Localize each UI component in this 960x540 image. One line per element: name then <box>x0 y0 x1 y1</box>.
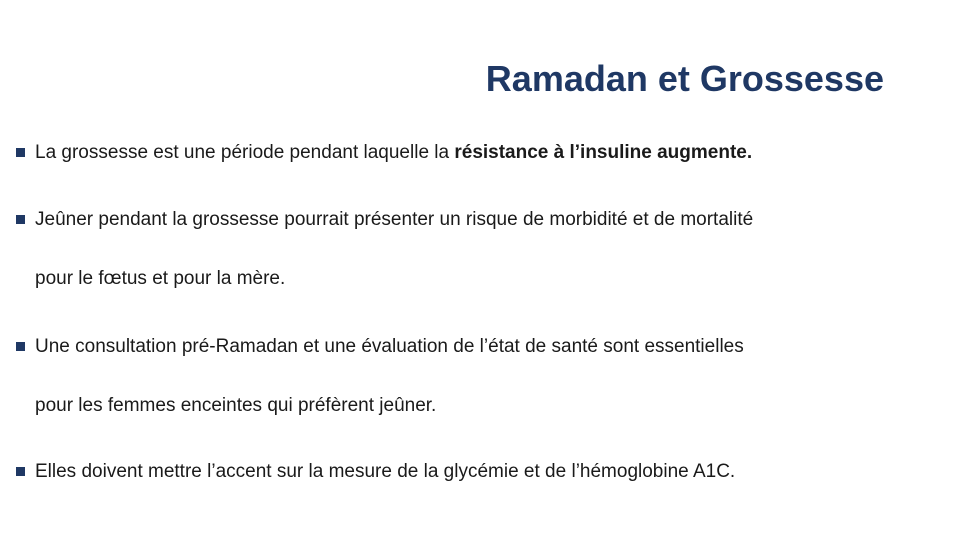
square-bullet-icon <box>16 148 25 157</box>
bullet-item-2 <box>16 210 753 288</box>
square-bullet-icon <box>16 215 25 224</box>
bullet-line-1: Elles doivent mettre l’accent sur la mesure de la glycémie et de l’hémoglobine A1C. <box>35 461 736 482</box>
slide-title: Ramadan et Grossesse <box>485 58 884 99</box>
bullet-text <box>35 143 752 162</box>
bullet-item-3 <box>16 337 744 415</box>
bullet-line-1: Jeûner pendant la grossesse pourrait présenter un risque de morbidité et de mortalité <box>35 209 754 230</box>
square-bullet-icon <box>16 467 25 476</box>
bullet-item-4 <box>16 462 735 481</box>
bullet-text <box>35 337 744 415</box>
bullet-line-1: Une consultation pré-Ramadan et une évaluation de l’état de santé sont essentielles <box>35 336 744 357</box>
square-bullet-icon <box>16 342 25 351</box>
bullet-text-plain: La grossesse est une période pendant laquelle la <box>35 142 455 163</box>
bullet-item-1 <box>16 143 752 162</box>
bullet-line-2: pour les femmes enceintes qui préfèrent jeûner. <box>35 395 437 416</box>
bullet-text-bold: résistance à l’insuline augmente. <box>454 142 753 163</box>
bullet-line-2: pour le fœtus et pour la mère. <box>35 268 286 289</box>
bullet-text <box>35 462 735 481</box>
bullet-text <box>35 210 753 288</box>
